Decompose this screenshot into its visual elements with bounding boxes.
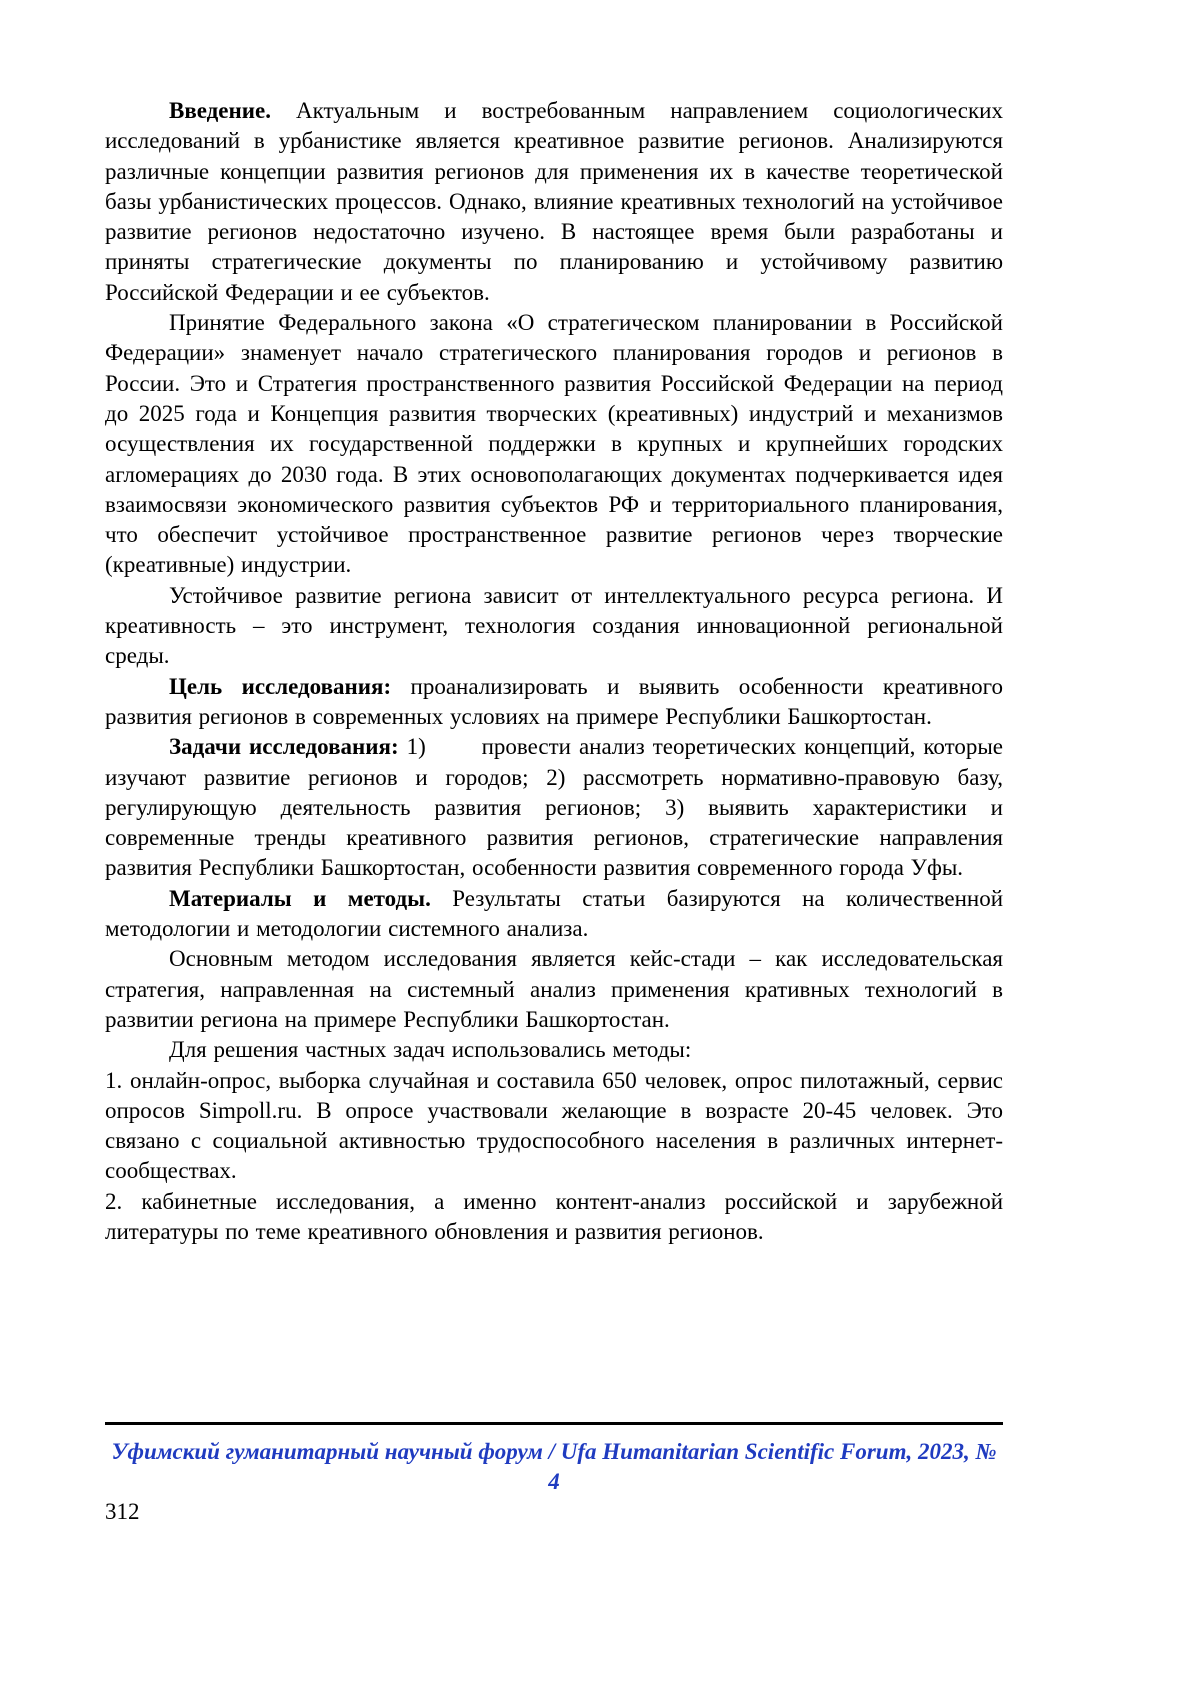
paragraph-lead: Материалы и методы. xyxy=(169,885,431,911)
page-body-text xyxy=(105,96,1003,1247)
paragraph-case-study xyxy=(105,944,1003,1035)
paragraph-text: 1. онлайн-опрос, выборка случайная и составила 650 человек, опрос пилотажный, сервис опросов Simpoll.ru. В опросе участвовали желающие в возрасте 20-45 человек. Это связано с социальной активностью трудоспособного населения в различных интернет-сообществах. xyxy=(105,1067,1003,1184)
paragraph-materials-methods xyxy=(105,884,1003,945)
page-footer xyxy=(105,1422,1003,1527)
paragraph-method-item-1 xyxy=(105,1066,1003,1187)
paragraph-sustainable-development xyxy=(105,581,1003,672)
paragraph-research-tasks xyxy=(105,732,1003,883)
paragraph-text: 2. кабинетные исследования, а именно контент-анализ российской и зарубежной литературы по теме креативного обновления и развития регионов. xyxy=(105,1188,1003,1244)
paragraph-text: Актуальным и востребованным направлением социологических исследований в урбанистике является креативное развитие регионов. Анализируются различные концепции развития регионов для применения их в качестве теоретической базы урбанистических процессов. Однако, влияние креативных технологий на устойчивое развитие регионов недостаточно изучено. В настоящее время были разработаны и приняты стратегические документы по планированию и устойчивому развитию Российской Федерации и ее субъектов. xyxy=(105,98,1003,305)
paragraph-methods-intro xyxy=(105,1035,1003,1065)
paragraph-text: Результаты статьи базируются на количественной методологии и методологии системного анализа. xyxy=(105,885,1004,942)
paragraph-text: проанализировать и выявить особенности креативного развития регионов в современных условиях на примере Республики Башкортостан. xyxy=(105,673,1003,729)
paragraph-lead: Задачи исследования: xyxy=(169,734,399,760)
page-number: 312 xyxy=(105,1499,140,1524)
paragraph-method-item-2 xyxy=(105,1187,1003,1248)
paragraph-text: Устойчивое развитие региона зависит от интеллектуального ресурса региона. И креативность – это инструмент, технология создания инновационной региональной среды. xyxy=(105,582,1003,669)
paragraph-lead: Цель исследования: xyxy=(169,673,392,699)
paragraph-introduction xyxy=(105,96,1003,308)
paragraph-text: Принятие Федерального закона «О стратегическом планировании в Российской Федерации» знаменует начало стратегического планирования городов и регионов в России. Это и Стратегия пространственного развития Российской Федерации на период до 2025 года и Концепция развития творческих (креативных) индустрий и механизмов осуществления их государственной поддержки в крупных и крупнейших городских агломерациях до 2030 года. В этих основополагающих документах подчеркивается идея взаимосвязи экономического развития субъектов РФ и территориального планирования, что обеспечит устойчивое пространственное развитие регионов через творческие (креативные) индустрии. xyxy=(105,310,1003,578)
paragraph-text: Основным методом исследования является кейс-стади – как исследовательская стратегия, направленная на системный анализ применения кративных технологий в развитии региона на примере Республики Башкортостан. xyxy=(105,946,1003,1032)
paragraph-lead: Введение. xyxy=(169,98,271,123)
footer-divider xyxy=(105,1422,1003,1425)
journal-citation: Уфимский гуманитарный научный форум / Ufa Humanitarian Scientific Forum, 2023, № 4 xyxy=(111,1439,997,1494)
paragraph-text: Для решения частных задач использовались методы: xyxy=(169,1037,692,1063)
paragraph-federal-law xyxy=(105,308,1003,581)
paragraph-text: 1) провести анализ теоретических концепций, которые изучают развитие регионов и городов; 2) рассмотреть нормативно-правовую базу, регулирующую деятельность развития регионов; 3) выявить характеристики и современные тренды креативного развития регионов, стратегические направления развития Республики Башкортостан, особенности развития современного города Уфы. xyxy=(105,734,1003,881)
paragraph-research-goal xyxy=(105,672,1003,733)
